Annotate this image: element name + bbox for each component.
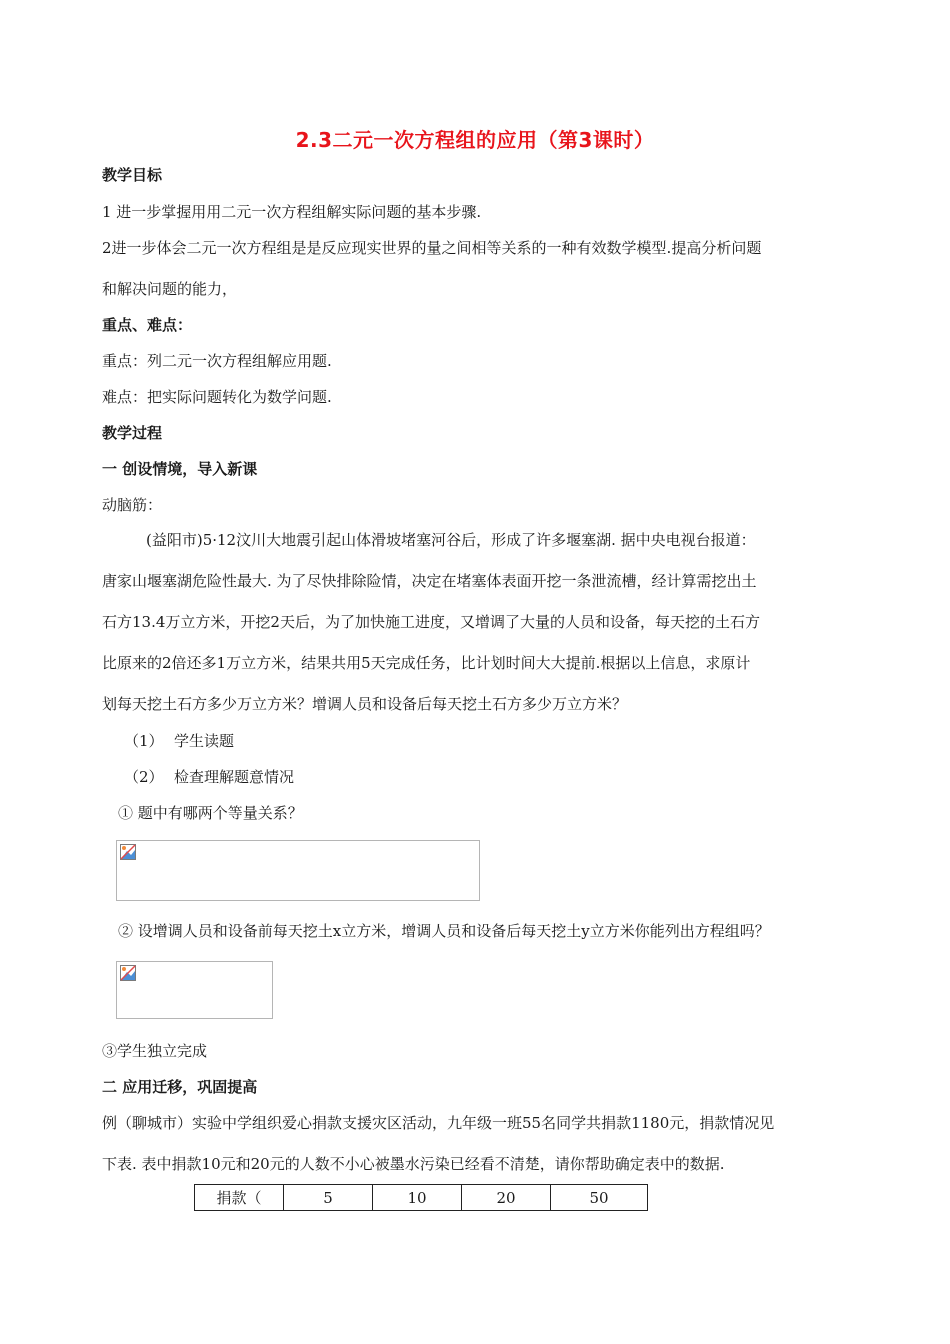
section1-heading: 一 创设情境，导入新课 xyxy=(102,460,258,478)
question-2: ② 设增调人员和设备前每天挖土x立方米，增调人员和设备后每天挖土y立方米你能列出方程组吗？ xyxy=(118,922,770,940)
process-heading: 教学过程 xyxy=(102,424,163,442)
problem-line: 划每天挖土石方多少万立方米？增调人员和设备后每天挖土石方多少万立方米？ xyxy=(102,695,628,713)
broken-image-icon xyxy=(120,965,136,981)
document-title: 2.3二元一次方程组的应用（第3课时） xyxy=(295,128,655,152)
objective-item-1: 1 进一步掌握用用二元一次方程组解实际问题的基本步骤. xyxy=(102,203,482,221)
question-3: ③学生独立完成 xyxy=(102,1042,208,1060)
missing-image-box-2 xyxy=(116,961,273,1019)
section2-heading: 二 应用迁移，巩固提高 xyxy=(102,1078,258,1096)
problem-line: (益阳市)5·12汶川大地震引起山体滑坡堵塞河谷后，形成了许多堰塞湖. 据中央电视台报道： xyxy=(146,531,756,549)
step2-text: 检查理解题意情况 xyxy=(174,768,295,786)
question-1: ① 题中有哪两个等量关系？ xyxy=(118,804,303,822)
key-point: 重点：列二元一次方程组解应用题. xyxy=(102,352,332,370)
problem-paragraph xyxy=(102,520,854,725)
step1-number: （1） xyxy=(124,732,164,750)
table-cell: 5 xyxy=(284,1185,373,1211)
objective-item-2-line1: 2进一步体会二元一次方程组是是反应现实世界的量之间相等关系的一种有效数学模型.提高分析问题 xyxy=(102,239,762,257)
brain-teaser-label: 动脑筋： xyxy=(102,496,163,514)
table-header-cell: 捐款（ xyxy=(195,1185,284,1211)
example-line-2: 下表. 表中捐款10元和20元的人数不小心被墨水污染已经看不清楚，请你帮助确定表中的数据. xyxy=(102,1155,725,1173)
table-cell: 10 xyxy=(373,1185,462,1211)
donation-table xyxy=(194,1184,648,1211)
table-row xyxy=(195,1185,648,1211)
objective-item-2-line2: 和解决问题的能力， xyxy=(102,280,238,298)
problem-line: 唐家山堰塞湖危险性最大. 为了尽快排除险情，决定在堵塞体表面开挖一条泄流槽，经计算需挖出土 xyxy=(102,572,757,590)
step2-number: （2） xyxy=(124,768,164,786)
difficult-point: 难点：把实际问题转化为数学问题. xyxy=(102,388,332,406)
problem-line: 石方13.4万立方米，开挖2天后，为了加快施工进度，又增调了大量的人员和设备，每天挖的土石方 xyxy=(102,613,760,631)
example-line-1: 例（聊城市）实验中学组织爱心捐款支援灾区活动，九年级一班55名同学共捐款1180元，捐款情况见 xyxy=(102,1114,775,1132)
key-points-heading: 重点、难点： xyxy=(102,316,193,334)
table-cell: 50 xyxy=(551,1185,648,1211)
broken-image-icon xyxy=(120,844,136,860)
table-cell: 20 xyxy=(462,1185,551,1211)
problem-line: 比原来的2倍还多1万立方米，结果共用5天完成任务，比计划时间大大提前.根据以上信息，求原计 xyxy=(102,654,751,672)
step1-text: 学生读题 xyxy=(174,732,235,750)
missing-image-box-1 xyxy=(116,840,480,901)
objectives-heading: 教学目标 xyxy=(102,166,163,184)
